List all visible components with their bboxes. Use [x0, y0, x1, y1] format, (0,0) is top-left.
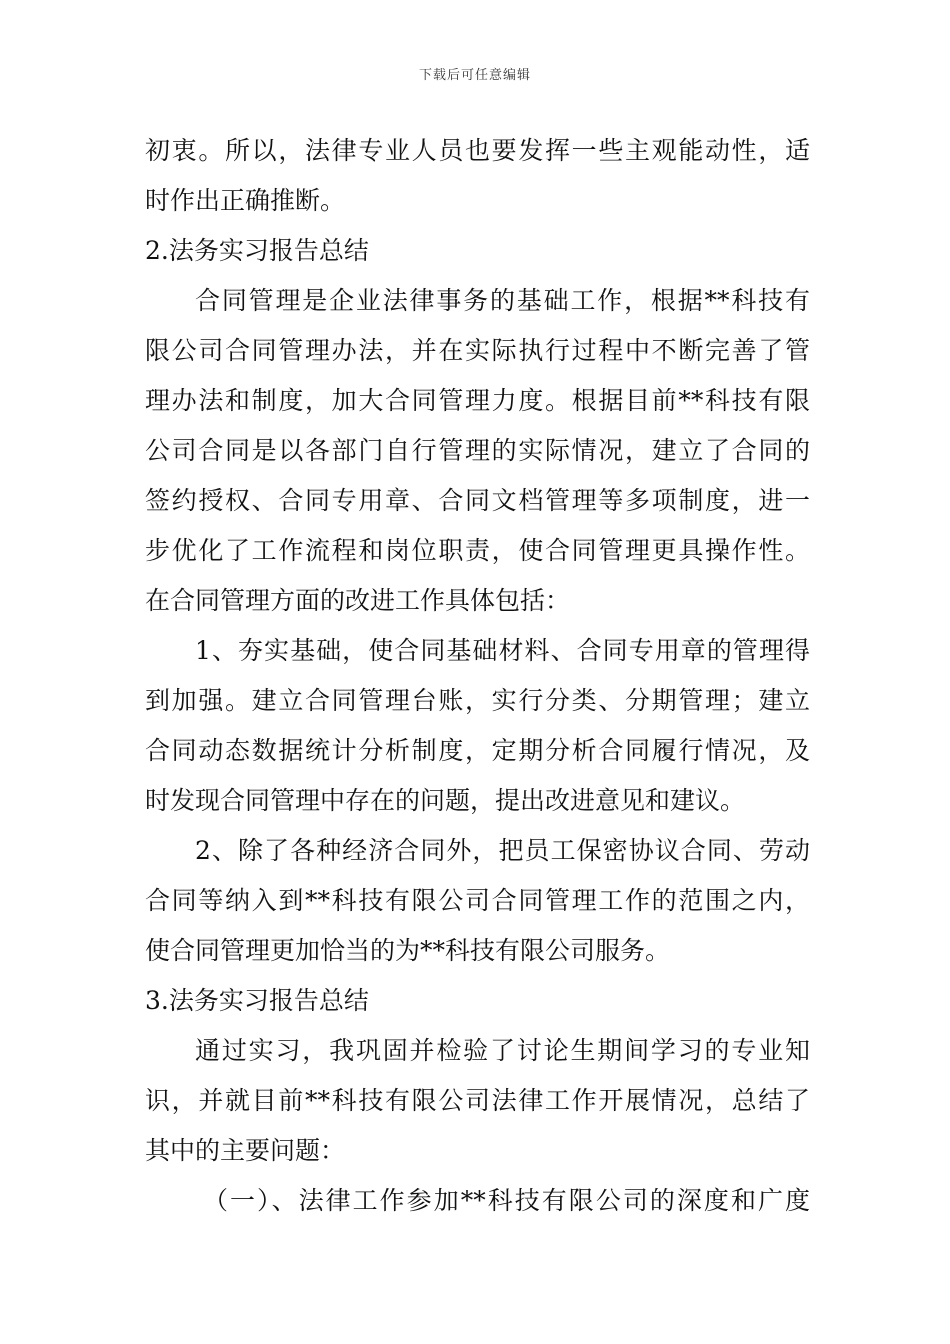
text-line: 签约授权、合同专用章、合同文档管理等多项制度，进一 [145, 486, 810, 515]
text-line: 合同动态数据统计分析制度，定期分析合同履行情况，及 [145, 736, 810, 765]
list-item-1-line: 1、夯实基础，使合同基础材料、合同专用章的管理得 [195, 636, 810, 665]
text-line: 步优化了工作流程和岗位职责，使合同管理更具操作性。 [145, 536, 810, 565]
text-line: 理办法和制度，加大合同管理力度。根据目前**科技有限 [145, 386, 810, 415]
text-line: 合同管理是企业法律事务的基础工作，根据**科技有 [195, 286, 810, 315]
text-line: 初衷。所以，法律专业人员也要发挥一些主观能动性，适 [145, 136, 810, 165]
text-line: 其中的主要问题： [145, 1136, 346, 1165]
text-line: 时发现合同管理中存在的问题，提出改进意见和建议。 [145, 786, 746, 815]
text-line: 使合同管理更加恰当的为**科技有限公司服务。 [145, 936, 671, 965]
text-line: 在合同管理方面的改进工作具体包括： [145, 586, 571, 615]
subsection-heading: （一）、法律工作参加**科技有限公司的深度和广度 [203, 1186, 810, 1215]
page-header: 下载后可任意编辑 [418, 68, 531, 83]
text-line: 合同等纳入到**科技有限公司合同管理工作的范围之内， [145, 886, 810, 915]
text-line: 通过实习，我巩固并检验了讨论生期间学习的专业知 [195, 1036, 810, 1065]
text-line: 限公司合同管理办法，并在实际执行过程中不断完善了管 [145, 336, 810, 365]
list-item-2-line: 2、除了各种经济合同外，把员工保密协议合同、劳动 [195, 836, 810, 865]
text-line: 公司合同是以各部门自行管理的实际情况，建立了合同的 [145, 436, 810, 465]
section-heading: 3.法务实习报告总结 [145, 986, 369, 1015]
document-body [145, 126, 810, 1226]
text-line: 时作出正确推断。 [145, 186, 346, 215]
text-line: 到加强。建立合同管理台账，实行分类、分期管理；建立 [145, 686, 810, 715]
section-heading: 2.法务实习报告总结 [145, 236, 369, 265]
text-line: 识，并就目前**科技有限公司法律工作开展情况，总结了 [145, 1086, 810, 1115]
